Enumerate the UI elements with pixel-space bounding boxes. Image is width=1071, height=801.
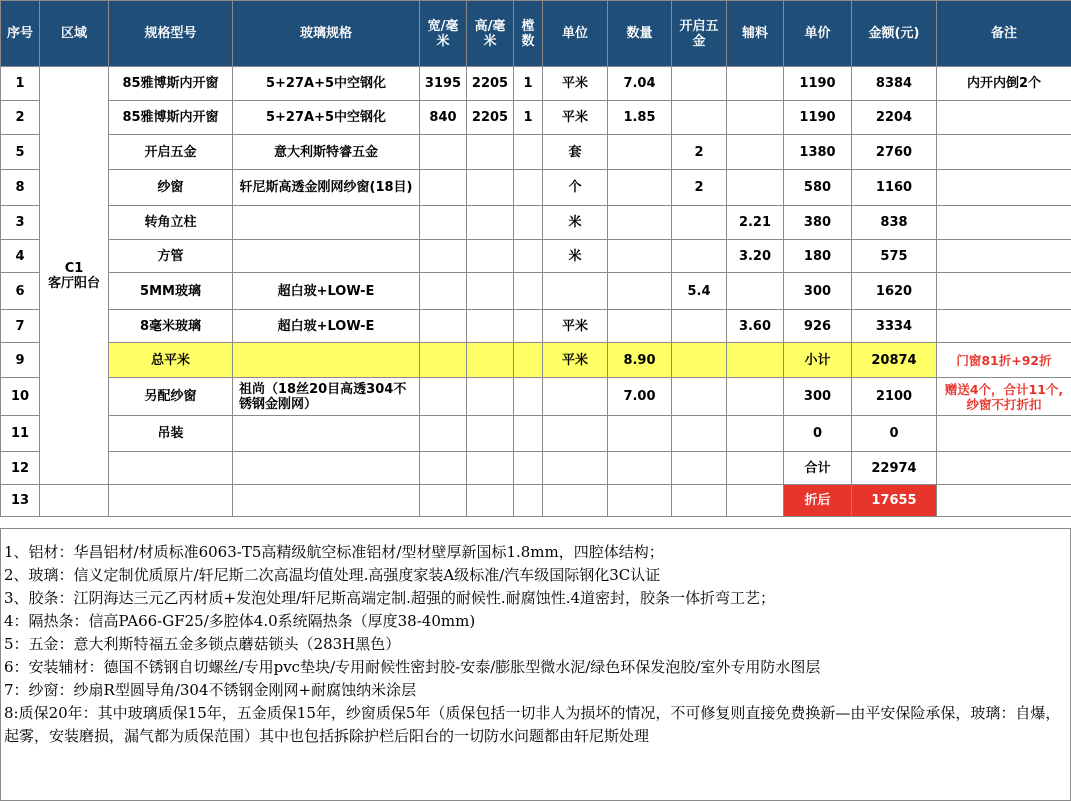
cell-model: 吊装 <box>109 416 233 452</box>
cell-model: 8毫米玻璃 <box>109 310 233 343</box>
cell-height <box>467 378 514 416</box>
cell-width: 3195 <box>420 67 467 101</box>
cell-hardware <box>672 452 727 485</box>
cell-seq: 6 <box>1 273 40 310</box>
cell-unit: 平米 <box>543 101 608 135</box>
cell-amount: 2760 <box>852 135 937 170</box>
cell-note <box>937 135 1071 170</box>
header-height: 高/毫米 <box>467 1 514 67</box>
cell-slots <box>514 310 543 343</box>
cell-amount: 838 <box>852 206 937 240</box>
cell-height: 2205 <box>467 101 514 135</box>
cell-qty <box>608 310 672 343</box>
cell-unit: 套 <box>543 135 608 170</box>
cell-aux <box>727 170 784 206</box>
cell-glass: 超白玻+LOW-E <box>233 310 420 343</box>
cell-hardware <box>672 310 727 343</box>
cell-amount: 0 <box>852 416 937 452</box>
cell-slots <box>514 240 543 273</box>
cell-aux: 2.21 <box>727 206 784 240</box>
cell-aux <box>727 273 784 310</box>
cell-amount: 575 <box>852 240 937 273</box>
table-row <box>1 135 1071 170</box>
cell-hardware <box>672 240 727 273</box>
cell-slots: 1 <box>514 101 543 135</box>
header-slots: 樘数 <box>514 1 543 67</box>
cell-amount: 8384 <box>852 67 937 101</box>
cell-width <box>420 273 467 310</box>
cell-height <box>467 343 514 378</box>
cell-aux <box>727 416 784 452</box>
cell-width <box>420 310 467 343</box>
cell-width <box>420 170 467 206</box>
cell-hardware: 2 <box>672 135 727 170</box>
cell-model: 85雅博斯内开窗 <box>109 67 233 101</box>
cell-unit: 米 <box>543 206 608 240</box>
cell-amount: 2204 <box>852 101 937 135</box>
cell-width <box>420 378 467 416</box>
terms-notes <box>0 528 1071 801</box>
cell-note: 赠送4个，合计11个,纱窗不打折扣 <box>937 378 1071 416</box>
cell-glass <box>233 485 420 517</box>
cell-aux <box>727 378 784 416</box>
cell-aux <box>727 135 784 170</box>
cell-aux <box>727 452 784 485</box>
cell-unit: 米 <box>543 240 608 273</box>
cell-note: 门窗81折+92折 <box>937 343 1071 378</box>
cell-height <box>467 310 514 343</box>
note-line: 8:质保20年：其中玻璃质保15年，五金质保15年，纱窗质保5年（质保包括一切非人为损坏的情况，不可修复则直接免费换新—由平安保险承保，玻璃：自爆，起雾，安装磨损，漏气都为质保范围）其中也包括拆除护栏后阳台的一切防水问题都由轩尼斯处理 <box>4 704 1061 745</box>
cell-price: 926 <box>784 310 852 343</box>
cell-qty: 7.00 <box>608 378 672 416</box>
header-amount: 金额(元) <box>852 1 937 67</box>
cell-slots: 1 <box>514 67 543 101</box>
cell-price: 1190 <box>784 101 852 135</box>
cell-glass: 超白玻+LOW-E <box>233 273 420 310</box>
cell-note <box>937 452 1071 485</box>
cell-unit: 个 <box>543 170 608 206</box>
cell-slots <box>514 343 543 378</box>
cell-unit: 平米 <box>543 67 608 101</box>
region-code: C1 <box>64 260 84 276</box>
cell-note <box>937 310 1071 343</box>
cell-slots <box>514 378 543 416</box>
cell-qty <box>608 170 672 206</box>
cell-hardware <box>672 485 727 517</box>
cell-model <box>109 485 233 517</box>
note-line: 3、胶条：江阴海达三元乙丙材质+发泡处理/轩尼斯高端定制.超强的耐候性.耐腐蚀性.4道密封，胶条一体折弯工艺； <box>4 589 776 607</box>
cell-seq: 1 <box>1 67 40 101</box>
cell-price: 1380 <box>784 135 852 170</box>
cell-unit: 平米 <box>543 343 608 378</box>
cell-note <box>937 240 1071 273</box>
cell-qty <box>608 485 672 517</box>
header-row <box>1 1 1071 67</box>
cell-width <box>420 135 467 170</box>
cell-qty <box>608 135 672 170</box>
region-cell <box>40 67 109 485</box>
cell-hardware <box>672 101 727 135</box>
cell-slots <box>514 135 543 170</box>
cell-note <box>937 485 1071 517</box>
cell-amount: 1620 <box>852 273 937 310</box>
cell-aux <box>727 101 784 135</box>
cell-width <box>420 485 467 517</box>
cell-note <box>937 206 1071 240</box>
table-row <box>1 273 1071 310</box>
cell-note <box>937 170 1071 206</box>
cell-qty: 8.90 <box>608 343 672 378</box>
cell-note: 内开内倒2个 <box>937 67 1071 101</box>
cell-aux <box>727 343 784 378</box>
cell-amount: 3334 <box>852 310 937 343</box>
cell-model: 总平米 <box>109 343 233 378</box>
cell-height <box>467 273 514 310</box>
cell-hardware: 5.4 <box>672 273 727 310</box>
header-unit: 单位 <box>543 1 608 67</box>
cell-height: 2205 <box>467 67 514 101</box>
header-seq: 序号 <box>1 1 40 67</box>
cell-qty <box>608 452 672 485</box>
cell-unit <box>543 485 608 517</box>
cell-qty <box>608 240 672 273</box>
cell-slots <box>514 416 543 452</box>
cell-width <box>420 416 467 452</box>
cell-qty: 7.04 <box>608 67 672 101</box>
header-hardware: 开启五金 <box>672 1 727 67</box>
cell-note <box>937 101 1071 135</box>
cell-price: 300 <box>784 378 852 416</box>
table-row <box>1 416 1071 452</box>
table-row <box>1 67 1071 101</box>
cell-note <box>937 416 1071 452</box>
cell-seq: 5 <box>1 135 40 170</box>
cell-height <box>467 452 514 485</box>
cell-price: 300 <box>784 273 852 310</box>
cell-note <box>937 273 1071 310</box>
cell-seq: 2 <box>1 101 40 135</box>
cell-width: 840 <box>420 101 467 135</box>
cell-glass: 祖尚（18丝20目高透304不锈钢金刚网） <box>233 378 420 416</box>
cell-height <box>467 485 514 517</box>
cell-height <box>467 206 514 240</box>
table-row <box>1 240 1071 273</box>
cell-seq: 10 <box>1 378 40 416</box>
header-aux: 辅料 <box>727 1 784 67</box>
cell-height <box>467 416 514 452</box>
cell-qty <box>608 416 672 452</box>
note-line: 4：隔热条：信高PA66-GF25/多腔体4.0系统隔热条（厚度38-40mm) <box>4 612 476 630</box>
table-row <box>1 343 1071 378</box>
cell-price: 580 <box>784 170 852 206</box>
cell-model: 85雅博斯内开窗 <box>109 101 233 135</box>
cell-model: 转角立柱 <box>109 206 233 240</box>
header-width: 宽/毫米 <box>420 1 467 67</box>
cell-price: 折后 <box>784 485 852 517</box>
cell-height <box>467 135 514 170</box>
cell-aux: 3.60 <box>727 310 784 343</box>
region-cell-empty <box>40 485 109 517</box>
cell-aux <box>727 485 784 517</box>
cell-glass <box>233 206 420 240</box>
cell-slots <box>514 452 543 485</box>
cell-glass: 5+27A+5中空钢化 <box>233 67 420 101</box>
cell-seq: 11 <box>1 416 40 452</box>
header-glass: 玻璃规格 <box>233 1 420 67</box>
cell-unit <box>543 378 608 416</box>
cell-glass <box>233 452 420 485</box>
cell-aux: 3.20 <box>727 240 784 273</box>
cell-width <box>420 206 467 240</box>
note-line: 2、玻璃：信义定制优质原片/轩尼斯二次高温均值处理.高强度家装A级标准/汽车级国际钢化3C认证 <box>4 566 661 584</box>
note-line: 7：纱窗：纱扇R型圆导角/304不锈钢金刚网+耐腐蚀纳米涂层 <box>4 681 417 699</box>
cell-slots <box>514 170 543 206</box>
cell-qty: 1.85 <box>608 101 672 135</box>
cell-qty <box>608 273 672 310</box>
table-row <box>1 170 1071 206</box>
cell-width <box>420 343 467 378</box>
table-row <box>1 206 1071 240</box>
cell-glass <box>233 240 420 273</box>
cell-hardware: 2 <box>672 170 727 206</box>
cell-width <box>420 240 467 273</box>
cell-hardware <box>672 416 727 452</box>
cell-model: 另配纱窗 <box>109 378 233 416</box>
cell-seq: 3 <box>1 206 40 240</box>
cell-height <box>467 170 514 206</box>
cell-amount: 17655 <box>852 485 937 517</box>
cell-hardware <box>672 378 727 416</box>
cell-seq: 13 <box>1 485 40 517</box>
cell-model: 方管 <box>109 240 233 273</box>
note-line: 1、铝材：华昌铝材/材质标准6063-T5高精级航空标准铝材/型材壁厚新国标1.8mm，四腔体结构； <box>4 543 664 561</box>
cell-model: 5MM玻璃 <box>109 273 233 310</box>
cell-hardware <box>672 206 727 240</box>
header-region: 区域 <box>40 1 109 67</box>
cell-height <box>467 240 514 273</box>
table-row <box>1 485 1071 517</box>
note-line: 6：安装辅材：德国不锈钢自切螺丝/专用pvc垫块/专用耐候性密封胶-安泰/膨胀型微水泥/绿色环保发泡胶/室外专用防水图层 <box>4 658 821 676</box>
cell-unit <box>543 273 608 310</box>
cell-seq: 9 <box>1 343 40 378</box>
cell-price: 小计 <box>784 343 852 378</box>
cell-model: 开启五金 <box>109 135 233 170</box>
cell-seq: 8 <box>1 170 40 206</box>
cell-glass <box>233 343 420 378</box>
cell-hardware <box>672 343 727 378</box>
cell-glass: 5+27A+5中空钢化 <box>233 101 420 135</box>
cell-model <box>109 452 233 485</box>
header-note: 备注 <box>937 1 1071 67</box>
table-row <box>1 378 1071 416</box>
cell-unit: 平米 <box>543 310 608 343</box>
cell-glass: 意大利斯特睿五金 <box>233 135 420 170</box>
cell-model: 纱窗 <box>109 170 233 206</box>
cell-unit <box>543 452 608 485</box>
cell-amount: 22974 <box>852 452 937 485</box>
region-name: 客厅阳台 <box>47 275 100 291</box>
cell-seq: 12 <box>1 452 40 485</box>
cell-amount: 2100 <box>852 378 937 416</box>
cell-qty <box>608 206 672 240</box>
cell-price: 合计 <box>784 452 852 485</box>
cell-price: 380 <box>784 206 852 240</box>
cell-glass: 轩尼斯高透金刚网纱窗(18目) <box>233 170 420 206</box>
cell-width <box>420 452 467 485</box>
cell-amount: 20874 <box>852 343 937 378</box>
table-row <box>1 452 1071 485</box>
cell-price: 180 <box>784 240 852 273</box>
cell-hardware <box>672 67 727 101</box>
cell-slots <box>514 206 543 240</box>
table-row <box>1 101 1071 135</box>
cell-slots <box>514 485 543 517</box>
cell-seq: 7 <box>1 310 40 343</box>
cell-unit <box>543 416 608 452</box>
cell-slots <box>514 273 543 310</box>
header-qty: 数量 <box>608 1 672 67</box>
cell-glass <box>233 416 420 452</box>
cell-amount: 1160 <box>852 170 937 206</box>
note-line: 5：五金：意大利斯特福五金多锁点蘑菇锁头（283H黑色） <box>4 635 401 653</box>
cell-price: 1190 <box>784 67 852 101</box>
cell-price: 0 <box>784 416 852 452</box>
header-price: 单价 <box>784 1 852 67</box>
cell-seq: 4 <box>1 240 40 273</box>
header-model: 规格型号 <box>109 1 233 67</box>
cell-aux <box>727 67 784 101</box>
table-row <box>1 310 1071 343</box>
